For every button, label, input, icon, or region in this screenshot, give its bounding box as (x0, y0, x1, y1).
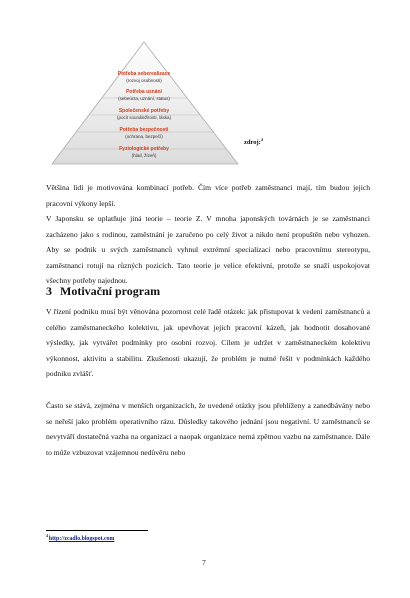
paragraph-management-questions: V řízení podniku musí být věnována pozornost celé řadě otázek: jak přistupovat k vedení zaměstnanců a celého zaměstnaneckého kolektivu, jak upevňovat jejich pracovní kázeň, jak hodnotit dosahované výsledky, jak vytvářet podmínky pro osobní rozvoj. Cílem je udržet v zaměstnaneckém kolektivu výkonnost, aktivitu a stabilitu. Zkušenosti ukazují, že problém je nutné řešit v podmínkách každého podniku zvlášť. (46, 307, 370, 379)
figure-source (244, 137, 263, 146)
layer-title: Potřeba bezpečnosti (119, 127, 169, 133)
paragraph-theory-z: V Japonsku se uplatňuje jiná teorie – teorie Z. V mnoha japonských továrnách je se zaměstnanci zacházeno jako s rodinou, zaměstnání je zaručeno po celý život a nikdo není propuštěn nebo vyhozen. Aby se podnik u svých zaměstnanců vyhnul extrémní specializaci nebo pracovnímu stereotypu, zaměstnanci rotují na různých pozicích. Tato teorie je velice efektivní, protože se snaží uspokojovat všechny potřeby najednou. (46, 214, 370, 286)
layer-subtitle: (hlad, žízeň) (131, 153, 157, 158)
layer-title: Fyziologické potřeby (119, 146, 169, 152)
footnote-separator (46, 530, 148, 531)
layer-subtitle: (sebeúcta, uznání, status) (118, 96, 170, 101)
paragraph-consequences: Často se stává, zejména v menších organizacích, že uvedené otázky jsou přehlíženy a zanedbávány nebo se neřeší jako problém operativního rázu. Důsledky takového jednání jsou negativní. U zaměstnanců se nevytváří dostatečná vazba na organizaci a naopak organizace nemá zpětnou vazbu na zaměstnance. Dále to může vzbuzovat vzájemnou nedůvěru nebo (46, 401, 370, 457)
section-number: 3 (46, 284, 52, 298)
section-heading (46, 284, 160, 299)
layer-subtitle: (pocit sounáležitosti, láska) (116, 115, 172, 120)
layer-title: Potřeba seberealizace (117, 71, 171, 77)
footnote (46, 534, 114, 542)
footnote-link[interactable]: http://zcadlo.blogspot.com (48, 535, 115, 542)
layer-subtitle: (ochrana, bezpečí) (125, 134, 163, 139)
page-number: 7 (202, 558, 206, 567)
pyramid-layer-physiological (64, 146, 224, 159)
paragraph-motivation-mix: Většina lidí je motivována kombinací potřeb. Čím více potřeb zaměstnanci mají, tím budou jejich pracovní výkony lepší. (46, 183, 370, 208)
footnote-reference[interactable]: 4 (260, 137, 263, 142)
layer-subtitle: (rozvoj osobnosti) (126, 78, 162, 83)
layer-title: Potřeba uznání (126, 89, 162, 95)
figure-source-label: zdroj: (244, 139, 261, 147)
pyramid-layer-esteem (64, 89, 224, 102)
section-title: Motivační program (60, 284, 161, 298)
pyramid-layer-safety (64, 127, 224, 140)
pyramid-layer-social (64, 108, 224, 121)
maslow-pyramid-figure (30, 40, 290, 180)
pyramid-layer-self-actualization (64, 71, 224, 84)
footnote-number: 4 (46, 534, 48, 538)
layer-title: Společenské potřeby (118, 108, 170, 114)
